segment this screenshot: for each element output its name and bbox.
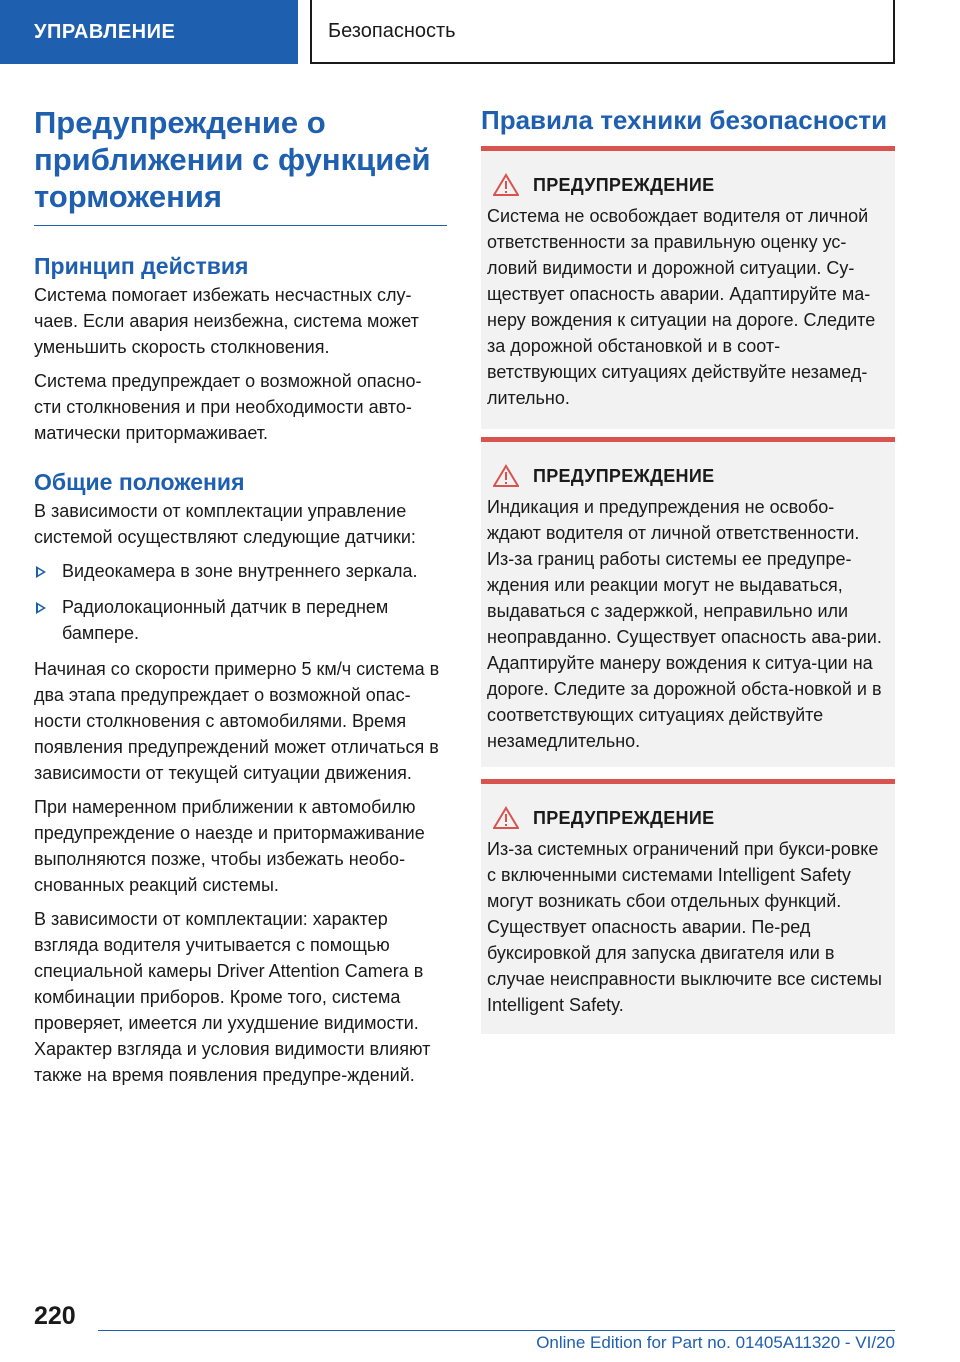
section-header [310,0,895,64]
right-column [481,104,895,1015]
safety-title: Правила техники безопасности [481,105,888,135]
warning-text: Из-за системных ограничений при букси-ровке с включенными системами Intelligent Safety могут возникать сбои отдельных функций. Существует опасность аварии. Пе-ред буксировкой для запуска двигателя или в случае неисправности выключите все системы Intelligent Safety. [487,839,882,1015]
page-number: 220 [34,1302,76,1330]
warning-text: Система не освобождает водителя от личной ответственности за правильную оценку ус-ловий видимости и дорожной ситуации. Су-ществует опасность аварии. Адаптируйте ма-неру вождения к ситуации на дороге. Следите за дорожной обстановкой и в соот-ветствующих ситуациях действуйте незамед-лительно. [487,206,876,408]
paragraph-3: В зависимости от комплектации управление системой осуществляют следующие датчики: [34,501,416,547]
paragraph-5: При намеренном приближении к автомобилю предупреждение о наезде и притормаживание выполняются позже, чтобы избежать необо-снованных реакций системы. [34,797,425,895]
warning-box-1 [481,146,895,429]
warning-label: ПРЕДУПРЕЖДЕНИЕ [533,174,715,195]
chapter-tab[interactable] [0,0,298,64]
heading-principle: Принцип действия [34,253,249,279]
warning-label: ПРЕДУПРЕЖДЕНИЕ [533,807,715,828]
left-column [34,104,447,1088]
paragraph-4: Начиная со скорости примерно 5 км/ч система в два этапа предупреждает о возможной опас-ности столкновения с автомобилями. Время появления предупреждений может отличаться в зависимости от текущей ситуации движения. [34,659,440,783]
warning-text: Индикация и предупреждения не освобо-ждают водителя от личной ответственности. Из-за границ работы системы ее предупре-ждения или реакции могут не выдаваться, выдаваться с задержкой, неправильно или неоправданно. Существует опасность ава-рии. Адаптируйте манеру вождения к ситуа-ции на дороге. Следите за дорожной обста-новкой и в соответствующих ситуациях действуйте незамедлительно. [487,497,882,751]
list-item [34,558,447,584]
list-item-text: Радиолокационный датчик в переднем бампере. [62,597,389,643]
paragraph-1: Система помогает избежать несчастных слу-чаев. Если авария неизбежна, система может уменьшить скорость столкновения. [34,285,419,357]
paragraph-2: Система предупреждает о возможной опасно-сти столкновения и при необходимости авто-матически притормаживает. [34,371,422,443]
paragraph-6: В зависимости от комплектации: характер взгляда водителя учитывается с помощью специальной камеры Driver Attention Camera в комбинации приборов. Кроме того, система проверяет, имеется ли ухудшение видимости. Характер взгляда и условия видимости влияют также на время появления предупре-ждений. [34,909,431,1085]
chapter-label: УПРАВЛЕНИЕ [34,20,176,43]
warning-triangle-icon [493,806,519,830]
heading-general: Общие положения [34,469,245,495]
triangle-bullet-icon [36,602,46,614]
warning-box-2 [481,437,895,767]
warning-triangle-icon [493,464,519,488]
footer-edition: Online Edition for Part no. 01405A11320 - VI/20 [536,1333,895,1352]
page-title: Предупреждение о приближении с функцией торможения [34,104,447,226]
list-item-text: Видеокамера в зоне внутреннего зеркала. [62,561,418,581]
sensor-list [34,558,447,646]
triangle-bullet-icon [36,566,46,578]
section-label: Безопасность [328,19,456,42]
warning-label: ПРЕДУПРЕЖДЕНИЕ [533,465,715,486]
warning-box-3 [481,779,895,1034]
warning-triangle-icon [493,173,519,197]
footer-divider [98,1330,895,1331]
list-item [34,594,447,646]
